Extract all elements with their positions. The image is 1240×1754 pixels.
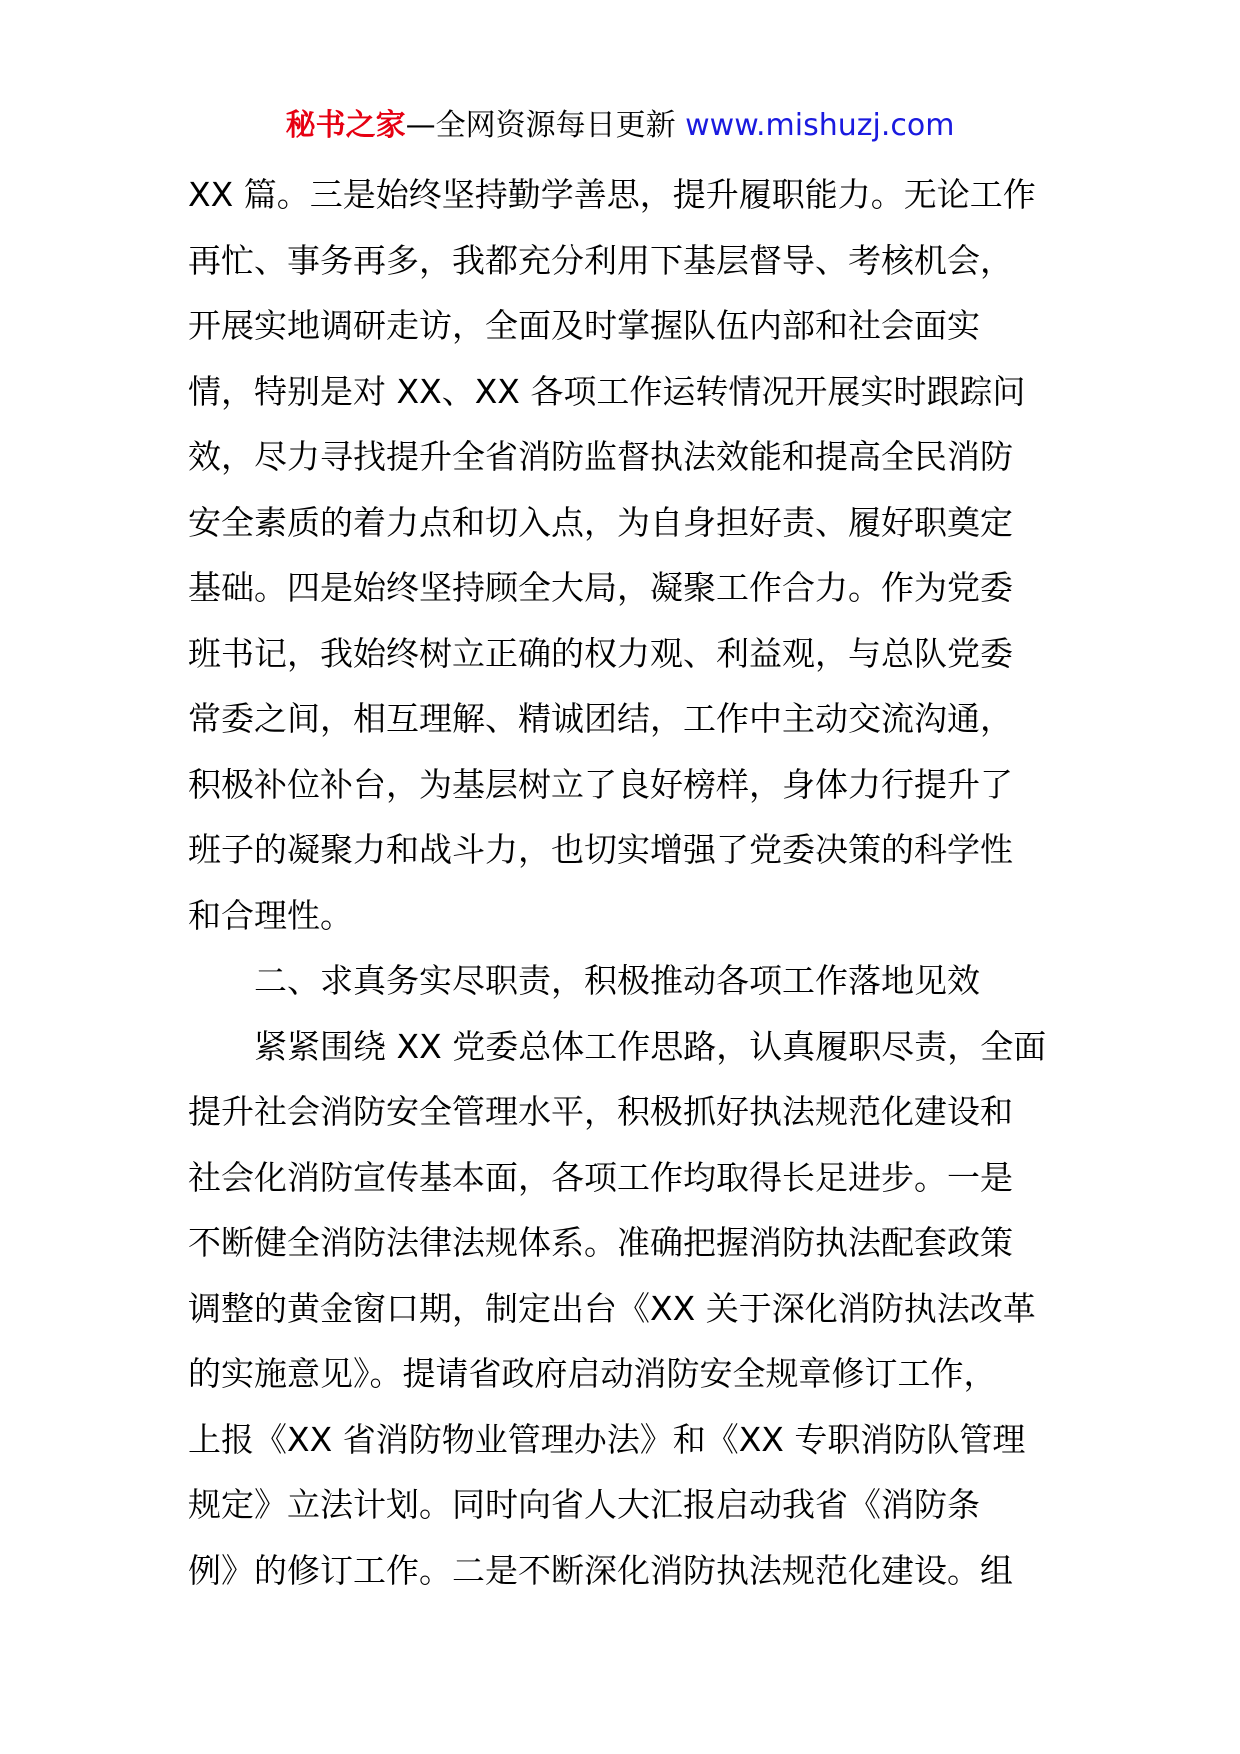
text-line: 规定》立法计划。同时向省人大汇报启动我省《消防条 [188, 1485, 980, 1524]
text-line: XX 篇。三是始终坚持勤学善思，提升履职能力。无论工作 [188, 175, 1036, 214]
document-body [188, 162, 1058, 1603]
text-line: 常委之间，相互理解、精诚团结，工作中主动交流沟通， [188, 699, 1013, 738]
text-line: 调整的黄金窗口期，制定出台《XX 关于深化消防执法改革 [188, 1288, 1036, 1328]
text-line: 效，尽力寻找提升全省消防监督执法效能和提高全民消防 [188, 437, 1013, 476]
text-line: 社会化消防宣传基本面，各项工作均取得长足进步。一是 [188, 1157, 1013, 1197]
text-line: 班子的凝聚力和战斗力，也切实增强了党委决策的科学性 [188, 830, 1013, 869]
text-line: 开展实地调研走访，全面及时掌握队伍内部和社会面实 [188, 306, 980, 345]
text-line: 例》的修订工作。二是不断深化消防执法规范化建设。组 [188, 1550, 1013, 1590]
text-line: 的实施意见》。提请省政府启动消防安全规章修订工作， [188, 1354, 997, 1393]
text-line: 安全素质的着力点和切入点，为自身担好责、履好职奠定 [188, 502, 1013, 542]
header-tagline: —全网资源每日更新 [405, 108, 686, 143]
text-line: 班书记，我始终树立正确的权力观、利益观，与总队党委 [188, 633, 1013, 673]
page-header [0, 104, 1240, 148]
text-line: 基础。四是始终坚持顾全大局，凝聚工作合力。作为党委 [188, 568, 1013, 607]
text-line: 情，特别是对 XX、XX 各项工作运转情况开展实时跟踪问 [188, 371, 1026, 411]
paragraph-first-line: 紧紧围绕 XX 党委总体工作思路，认真履职尽责，全面 [254, 1026, 1047, 1066]
brand-name: 秘书之家 [285, 108, 406, 143]
text-line: 和合理性。 [188, 895, 353, 935]
site-url-link[interactable]: www.mishuzj.com [685, 108, 955, 143]
text-line: 不断健全消防法律法规体系。准确把握消防执法配套政策 [188, 1223, 1013, 1262]
text-line: 提升社会消防安全管理水平，积极抓好执法规范化建设和 [188, 1092, 1013, 1131]
section-heading: 二、求真务实尽职责，积极推动各项工作落地见效 [254, 961, 980, 1000]
text-line: 再忙、事务再多，我都充分利用下基层督导、考核机会， [188, 240, 1013, 280]
text-line: 上报《XX 省消防物业管理办法》和《XX 专职消防队管理 [188, 1419, 1026, 1459]
text-line: 积极补位补台，为基层树立了良好榜样，身体力行提升了 [188, 764, 1013, 804]
